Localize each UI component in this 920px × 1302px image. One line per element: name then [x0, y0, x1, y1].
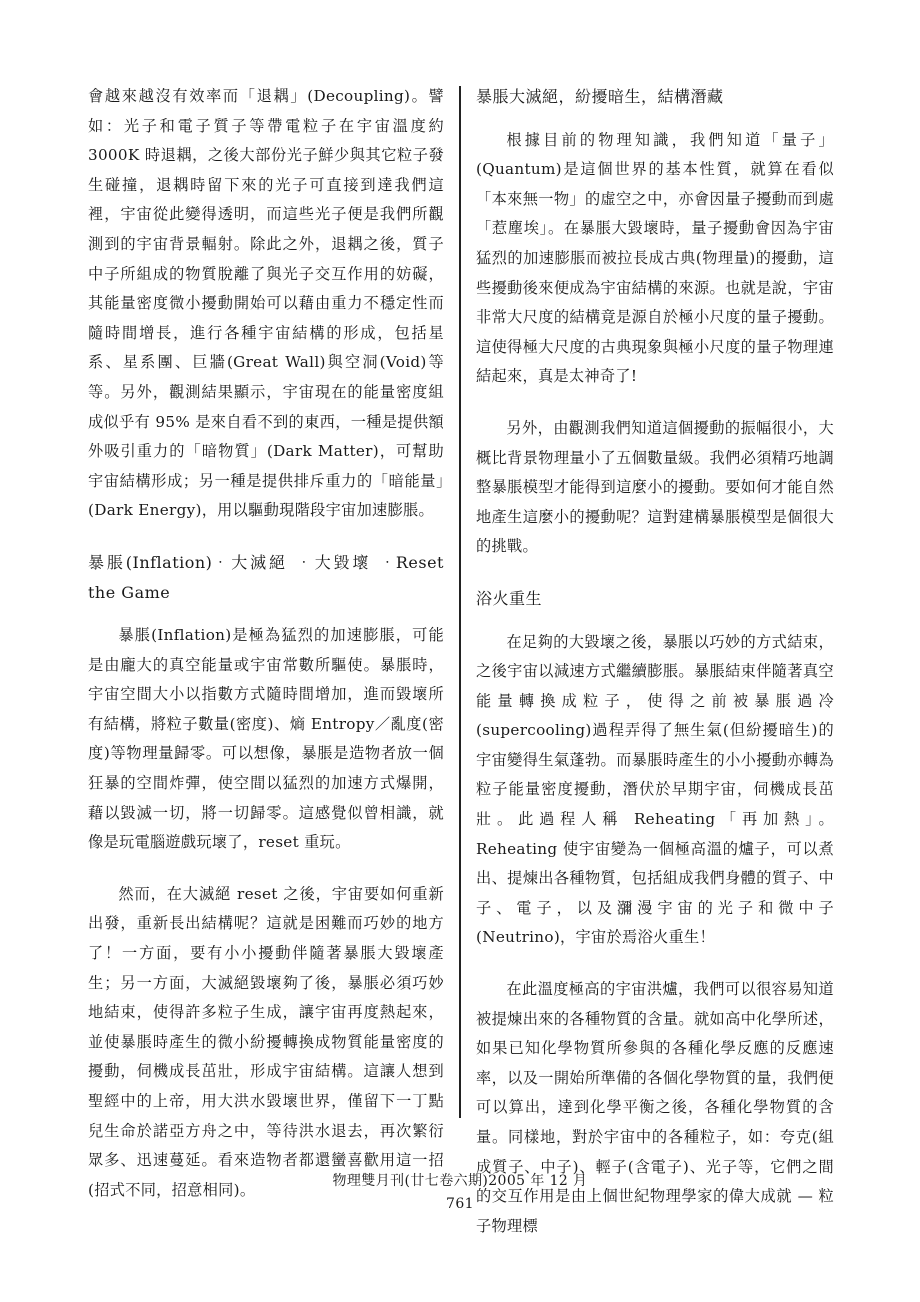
left-column	[88, 82, 444, 1227]
paragraph-cosmic-furnace: 在此溫度極高的宇宙洪爐，我們可以很容易知道被提煉出來的各種物質的含量。就如高中化學所述，如果已知化學物質所參與的各種化學反應的反應速率，以及一開始所準備的各個化學物質的量，我們便可以算出，達到化學平衡之後，各種化學物質的含量。同樣地，對於宇宙中的各種粒子，如：夸克(組成質子、中子)、輕子(含電子)、光子等，它們之間的交互作用是由上個世紀物理學家的偉大成就 — 粒子物理標	[476, 980, 834, 1235]
column-divider	[459, 86, 461, 1118]
paragraph-inflation: 暴脹(Inflation)是極為猛烈的加速膨脹，可能是由龐大的真空能量或宇宙常數所驅使。暴脹時，宇宙空間大小以指數方式隨時間增加，進而毀壞所有結構，將粒子數量(密度)、熵 Entropy／亂度(密度)等物理量歸零。可以想像，暴脹是造物者放一個狂暴的空間炸彈，使空間以猛烈的加速方式爆開，藉以毀滅一切，將一切歸零。這感覺似曾相識，就像是玩電腦遊戲玩壞了，reset 重玩。	[88, 626, 444, 852]
paragraph-reset: 然而，在大滅絕 reset 之後，宇宙要如何重新出發，重新長出結構呢？這就是困難而巧妙的地方了！一方面，要有小小擾動伴隨著暴脹大毀壞產生；另一方面，大滅絕毀壞夠了後，暴脹必須巧妙地結束，使得許多粒子生成，讓宇宙再度熱起來，並使暴脹時產生的微小紛擾轉換成物質能量密度的擾動，伺機成長茁壯，形成宇宙結構。這讓人想到聖經中的上帝，用大洪水毀壞世界，僅留下一丁點兒生命於諾亞方舟之中，等待洪水退去，再次繁衍眾多、迅速蔓延。看來造物者都還蠻喜歡用這一招(招式不同，招意相同)。	[88, 884, 444, 1199]
section-heading-fluctuations: 暴脹大滅絕，紛擾暗生，結構潛藏	[476, 87, 724, 106]
paragraph-quantum: 根據目前的物理知識，我們知道「量子」(Quantum)是這個世界的基本性質，就算在看似「本來無一物」的虛空之中，亦會因量子擾動而到處「惹塵埃」。在暴脹大毀壞時，量子擾動會因為宇宙猛烈的加速膨脹而被拉長成古典(物理量)的擾動，這些擾動後來便成為宇宙結構的來源。也就是說，宇宙非常大尺度的結構竟是源自於極小尺度的量子擾動。這使得極大尺度的古典現象與極小尺度的量子物理連結起來，真是太神奇了!	[476, 130, 834, 386]
journal-footer: 物理雙月刊(廿七卷六期)2005 年 12 月	[332, 1173, 588, 1189]
paragraph-amplitude: 另外，由觀測我們知道這個擾動的振幅很小，大概比背景物理量小了五個數量級。我們必須精巧地調整暴脹模型才能得到這麼小的擾動。要如何才能自然地產生這麼小的擾動呢？這對建構暴脹模型是個很大的挑戰。	[476, 418, 834, 556]
section-heading-rebirth: 浴火重生	[476, 588, 543, 608]
page-number: 761	[446, 1196, 474, 1212]
paragraph-decoupling: 會越來越沒有效率而「退耦」(Decoupling)。譬如：光子和電子質子等帶電粒子在宇宙溫度約 3000K 時退耦，之後大部份光子鮮少與其它粒子發生碰撞，退耦時留下來的光子可直接到達我們這裡，宇宙從此變得透明，而這些光子便是我們所觀測到的宇宙背景輻射。除此之外，退耦之後，質子中子所組成的物質脫離了與光子交互作用的妨礙，其能量密度微小擾動開始可以藉由重力不穩定性而隨時間增長，進行各種宇宙結構的形成，包括星系、星系團、巨牆(Great Wall)與空洞(Void)等等。另外，觀測結果顯示，宇宙現在的能量密度組成似乎有 95% 是來自看不到的東西，一種是提供額外吸引重力的「暗物質」(Dark Matter)，可幫助宇宙結構形成；另一種是提供排斥重力的「暗能量」(Dark Energy)，用以驅動現階段宇宙加速膨脹。	[88, 87, 444, 520]
right-column	[476, 82, 834, 1263]
section-heading-inflation: 暴脹(Inflation)‧大滅絕 ‧大毀壞 ‧Reset the Game	[88, 552, 444, 602]
paragraph-reheating: 在足夠的大毀壞之後，暴脹以巧妙的方式結束，之後宇宙以減速方式繼續膨脹。暴脹結束伴隨著真空能量轉換成粒子，使得之前被暴脹過冷(supercooling)過程弄得了無生氣(但紛擾暗生)的宇宙變得生氣蓬勃。而暴脹時產生的小小擾動亦轉為粒子能量密度擾動，潛伏於早期宇宙，伺機成長茁壯。此過程人稱 Reheating「再加熱」。Reheating 使宇宙變為一個極高溫的爐子，可以煮出、提煉出各種物質，包括組成我們身體的質子、中子、電子，以及瀰漫宇宙的光子和微中子(Neutrino)，宇宙於焉浴火重生！	[476, 632, 834, 947]
